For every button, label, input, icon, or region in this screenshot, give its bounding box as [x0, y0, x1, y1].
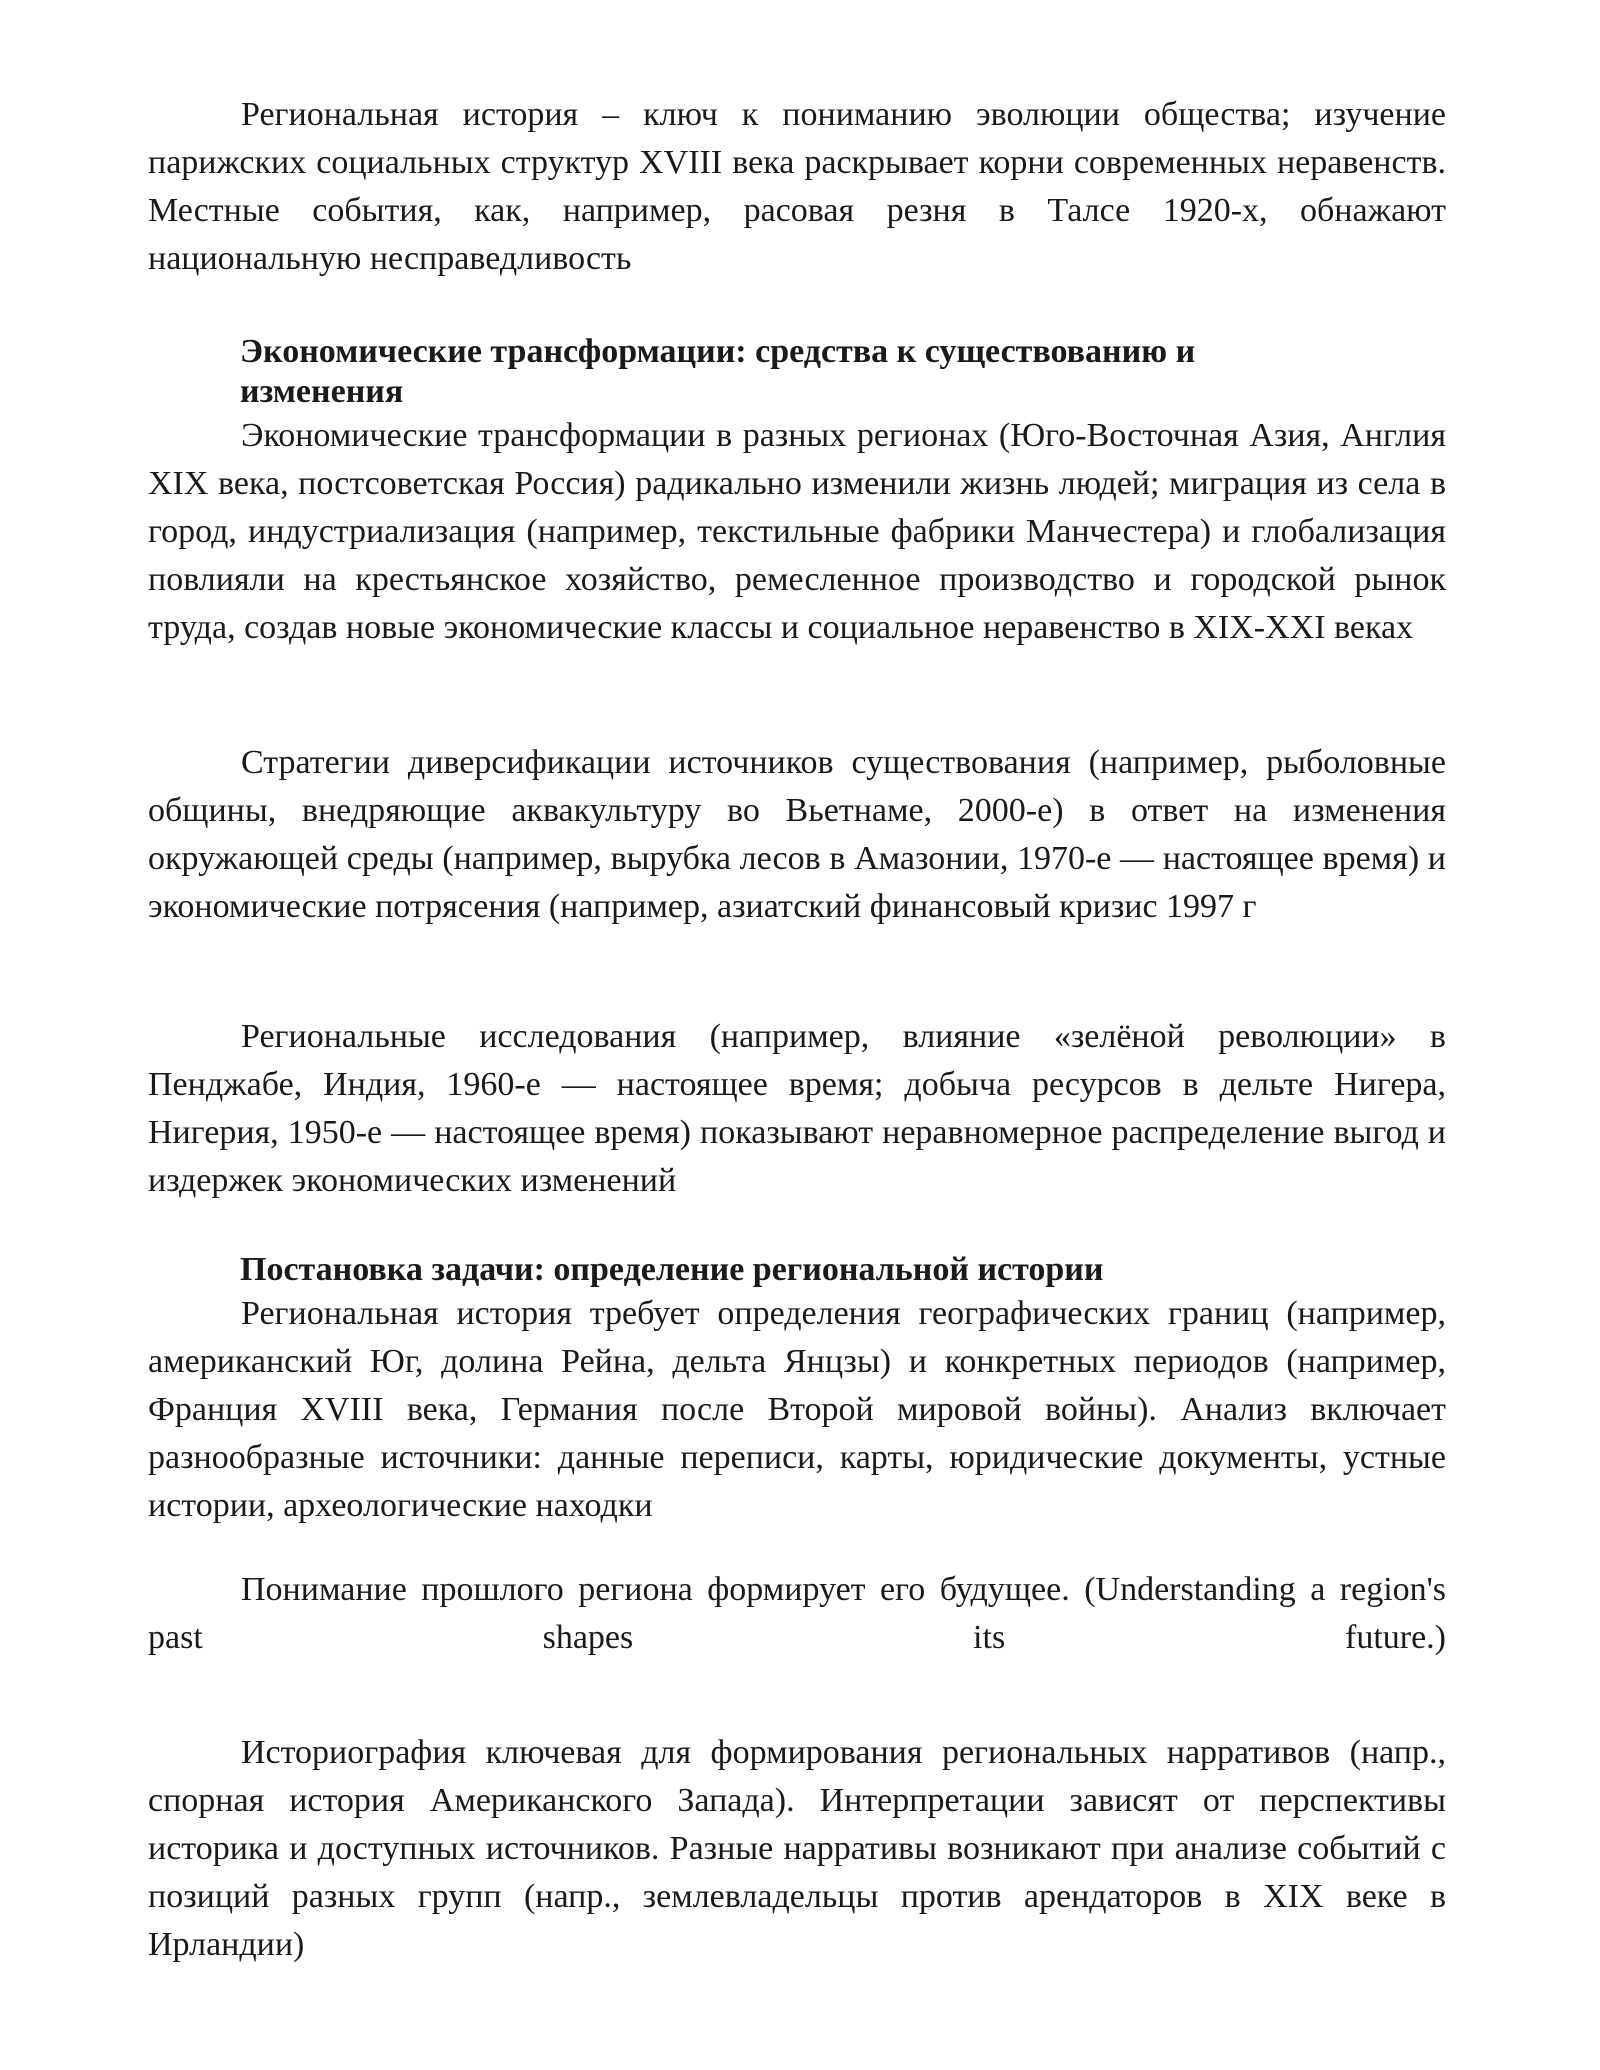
- historiography-paragraph: Историография ключевая для формирования региональных нарративов (напр., спорная история Американского Запада). Интерпретации зависят от перспективы историка и доступных источников. Разные нарративы возникают при анализе событий с позиций разных групп (напр., землевладельцы против арендаторов в XIX веке в Ирландии): [148, 1734, 1446, 1963]
- diversification-section: [148, 739, 1446, 931]
- intro-paragraph: Региональная история – ключ к пониманию эволюции общества; изучение парижских социальных структур XVIII века раскрывает корни современных неравенств. Местные события, как, например, расовая резня в Талсе 1920-х, обнажают национальную несправедливость: [148, 96, 1446, 277]
- regional-studies-paragraph: Региональные исследования (например, влияние «зелёной революции» в Пенджабе, Индия, 1960-е — настоящее время; добыча ресурсов в дельте Нигера, Нигерия, 1950-е — настоящее время) показывают неравномерное распределение выгод и издержек экономических изменений: [148, 1018, 1446, 1199]
- intro-section: [148, 91, 1446, 283]
- past-shapes-future-paragraph: Понимание прошлого региона формирует его будущее. (Understanding a region's past shapes its future.): [148, 1571, 1446, 1656]
- problem-statement-section: [148, 1250, 1446, 1530]
- section-heading-economic-transformations: Экономические трансформации: средства к существованию и изменения: [240, 333, 1196, 410]
- section-heading-problem-statement: Постановка задачи: определение региональной истории: [240, 1251, 1104, 1288]
- regional-studies-section: [148, 1013, 1446, 1205]
- regional-history-definition-paragraph: Региональная история требует определения географических границ (например, американский Юг, долина Рейна, дельта Янцзы) и конкретных периодов (например, Франция XVIII века, Германия после Второй мировой войны). Анализ включает разнообразные источники: данные переписи, карты, юридические документы, устные истории, археологические находки: [148, 1295, 1446, 1524]
- economic-transformations-section: [148, 332, 1446, 652]
- livelihood-diversification-paragraph: Стратегии диверсификации источников существования (например, рыболовные общины, внедряющие аквакультуру во Вьетнаме, 2000-е) в ответ на изменения окружающей среды (например, вырубка лесов в Амазонии, 1970-е — настоящее время) и экономические потрясения (например, азиатский финансовый кризис 1997 г: [148, 744, 1446, 925]
- historiography-section: [148, 1729, 1446, 1969]
- economic-transformations-paragraph: Экономические трансформации в разных регионах (Юго-Восточная Азия, Англия XIX века, постсоветская Россия) радикально изменили жизнь людей; миграция из села в город, индустриализация (например, текстильные фабрики Манчестера) и глобализация повлияли на крестьянское хозяйство, ремесленное производство и городской рынок труда, создав новые экономические классы и социальное неравенство в XIX-XXI веках: [148, 417, 1446, 646]
- quote-section: [148, 1566, 1446, 1662]
